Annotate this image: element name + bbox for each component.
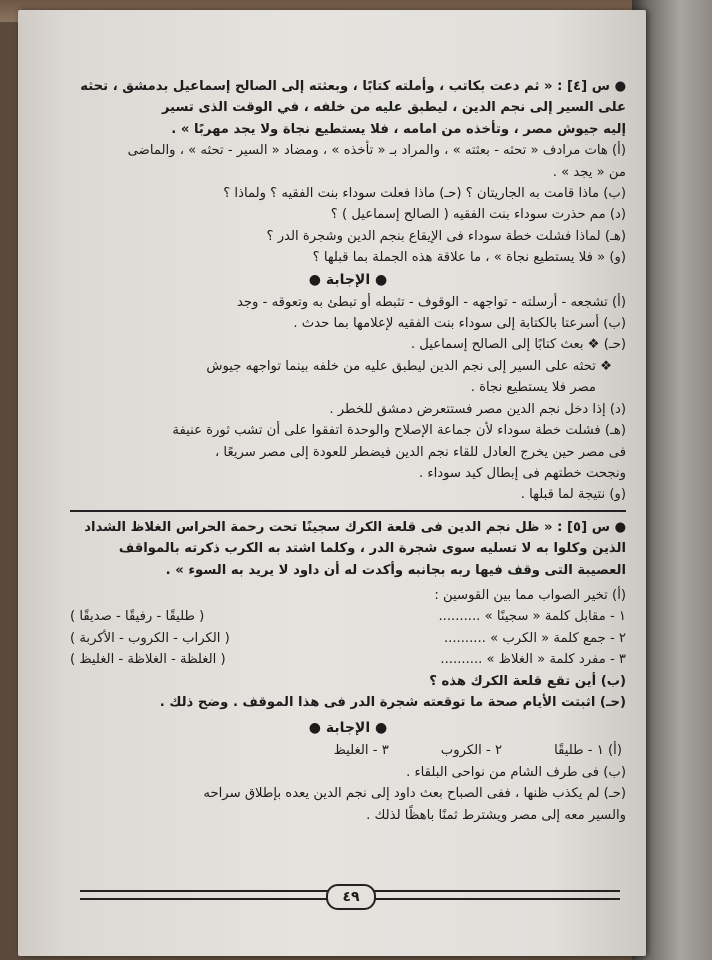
answer1-a: (أ) تشجعه - أرسلته - تواجهه - الوقوف - تثبطه أو تبطئ به وتعوقه - وجد — [236, 294, 626, 310]
answer1-b: (ب) أسرعتا بالكتابة إلى سوداء بنت الفقيه لإعلامها بما حدث . — [293, 316, 626, 332]
answer1-c2: ❖ تحثه على السير إلى نجم الدين ليطبق عليه من خلفه بينما تواجهه جيوش — [206, 358, 612, 374]
answer2-heading: ● الإجابة ● — [308, 720, 388, 737]
q4-part-d: (د) مم حذرت سوداء بنت الفقيه ( الصالح إسماعيل ) ؟ — [330, 207, 626, 223]
q5-part-a-title: (أ) تخير الصواب مما بين القوسين : — [434, 587, 626, 603]
q5-option-choices: ( طليقًا - رفيقًا - صديقًا ) — [70, 609, 205, 625]
q5-option-row — [70, 649, 626, 670]
q5-line-2: الذين وكلوا به لا تسليه سوى شجرة الدر ، وكلما اشتد به الكرب ذكرته بالمواقف — [118, 541, 626, 557]
answer2-a-item: ٢ - الكروب — [440, 743, 503, 759]
answer1-c1: (حـ) ❖ بعث كتابًا إلى الصالح إسماعيل . — [410, 337, 626, 353]
answer2-a-row — [70, 740, 626, 761]
q5-option-choices: ( الغلظة - الغلاظة - الغليظ ) — [70, 652, 226, 668]
q4-part-e: (هـ) لماذا فشلت خطة سوداء فى الإيقاع بنجم الدين وشجرة الدر ؟ — [266, 228, 626, 244]
answer2-a-item: (أ) ١ - طليقًا — [554, 743, 622, 759]
q5-part-c: (حـ) اثبتت الأيام صحة ما توقعته شجرة الدر فى هذا الموقف . وضح ذلك . — [159, 694, 626, 710]
q4-part-a-cont: من « يجد » . — [552, 164, 626, 180]
q5-option-question: ٣ - مفرد كلمة « الغلاظ » .......... — [440, 652, 626, 668]
answer1-e3: ونجحت خطتهم فى إبطال كيد سوداء . — [419, 465, 626, 481]
q4-part-f: (و) « فلا يستطيع نجاة » ، ما علاقة هذه الجملة بما قبلها ؟ — [312, 250, 626, 266]
q4-part-a: (أ) هات مرادف « تحثه - بعثته » ، والمراد بـ « تأخذه » ، ومضاد « السير - تحثه » ، والماضى — [127, 143, 626, 159]
answer2-c1: (حـ) لم يكذب ظنها ، ففى الصباح بعث داود إلى نجم الدين يعده بإطلاق سراحه — [203, 786, 626, 802]
q5-option-question: ٢ - جمع كلمة « الكرب » .......... — [443, 630, 626, 646]
section-divider — [70, 510, 626, 512]
page-content — [70, 76, 626, 826]
answer1-d: (د) إذا دخل نجم الدين مصر فستتعرض دمشق للخطر . — [329, 401, 626, 417]
q5-option-row — [70, 628, 626, 649]
q4-line-3: إليه جيوش مصر ، وتأخذه من امامه ، فلا يستطيع نجاة ولا يجد مهربًا » . — [171, 121, 626, 137]
answer2-a-item: ٣ - الغليظ — [333, 743, 389, 759]
q5-option-row — [70, 606, 626, 627]
answer2-b: (ب) فى طرف الشام من نواحى البلقاء . — [406, 764, 626, 780]
answer2-c2: والسير معه إلى مصر ويشترط ثمنًا باهظًا لذلك . — [366, 807, 626, 823]
q5-part-b: (ب) أين تقع قلعة الكرك هذه ؟ — [429, 673, 626, 689]
answer1-e2: فى مصر حين يخرج العادل للقاء نجم الدين فيضطر للعودة إلى مصر سريعًا ، — [214, 444, 626, 460]
q5-line-1: ● س [٥] : « ظل نجم الدين فى قلعة الكرك سجينًا تحت رحمة الحراس الغلاظ الشداد — [84, 519, 626, 535]
answer1-f: (و) نتيجة لما قبلها . — [520, 487, 626, 503]
q4-line-1: ● س [٤] : « ثم دعت بكاتب ، وأملته كتابًا ، وبعثته إلى الصالح إسماعيل بدمشق ، تحثه — [80, 79, 626, 94]
answer1-heading: ● الإجابة ● — [308, 271, 388, 288]
answer1-e1: (هـ) فشلت خطة سوداء لأن جماعة الإصلاح والوحدة اتفقوا على أن تشب ثورة عنيفة — [172, 423, 626, 439]
q5-option-choices: ( الكراب - الكروب - الأكربة ) — [70, 630, 230, 646]
q4-part-b-c: (ب) ماذا قامت به الجاريتان ؟ (حـ) ماذا فعلت سوداء بنت الفقيه ؟ ولماذا ؟ — [223, 186, 626, 202]
q5-option-question: ١ - مقابل كلمة « سجينًا » .......... — [438, 609, 626, 625]
q5-line-3: العصيبة التى وقف فيها ربه بجانبه وأكدت له أن داود لا يريد به السوء » . — [165, 562, 626, 578]
page-number: ٤٩ — [326, 884, 376, 910]
answer1-c3: مصر فلا يستطيع نجاة . — [470, 380, 596, 396]
book-page — [18, 10, 646, 956]
q4-line-2: على السير إلى نجم الدين ، ليطبق عليه من خلفه ، في الوقت الذى تسير — [161, 100, 626, 116]
